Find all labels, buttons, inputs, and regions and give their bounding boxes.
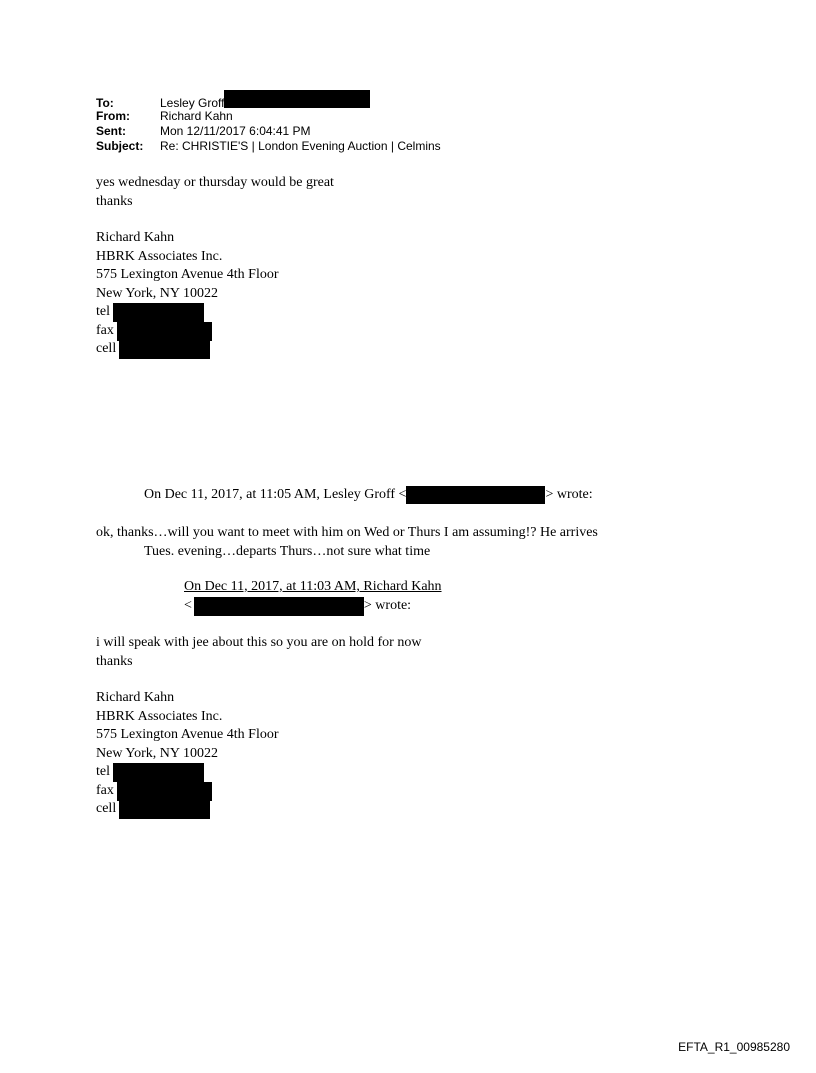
tel-label: tel [96,764,110,779]
sent-value: Mon 12/11/2017 6:04:41 PM [160,124,311,138]
subject-row [96,139,441,154]
signature-address: 575 Lexington Avenue 4th Floor [96,727,279,742]
signature-block [96,689,279,819]
body-line: yes wednesday or thursday would be great [96,175,334,190]
fax-label: fax [96,322,114,338]
tel-row [96,303,279,322]
signature-company: HBRK Associates Inc. [96,248,223,264]
to-value: Lesley Groff [160,96,225,110]
to-label: To: [96,96,114,110]
quoted-line: Tues. evening…departs Thurs…not sure what time [144,543,431,559]
redacted-email [224,90,370,108]
redacted-cell [119,340,210,359]
signature-address: New York, NY 10022 [96,285,218,301]
fax-label: fax [96,782,114,798]
sent-label: Sent: [96,124,126,138]
signature-address: 575 Lexington Avenue 4th Floor [96,267,279,282]
quote-intro-text: On Dec 11, 2017, at 11:05 AM, Lesley Groff < [144,487,407,502]
subject-value: Re: CHRISTIE'S | London Evening Auction | Celmins [160,139,441,153]
quote-intro [144,486,593,505]
signature-address: New York, NY 10022 [96,745,218,761]
signature-name: Richard Kahn [96,690,175,705]
tel-row [96,763,279,782]
body-line: thanks [96,193,133,209]
quote-intro-end: > wrote: [363,597,412,613]
redacted-fax [117,782,212,801]
fax-row [96,322,279,341]
redacted-phone [113,303,204,322]
quote-intro-line [184,597,442,616]
quoted-line: i will speak with jee about this so you are on hold for now [96,635,422,650]
sent-row [96,124,441,139]
cell-label: cell [96,801,117,816]
from-row [96,109,441,124]
quote-intro [184,578,442,615]
quoted-line: ok, thanks…will you want to meet with him on Wed or Thurs I am assuming!? He arrives [96,525,598,540]
cell-row [96,800,279,819]
from-label: From: [96,109,130,123]
quote-intro-open: < [184,597,192,613]
reply-body [96,174,334,211]
signature-name: Richard Kahn [96,230,175,245]
quote-intro-end: > wrote: [545,487,593,502]
cell-row [96,340,279,359]
email-header [96,96,441,154]
redacted-fax [117,322,212,341]
redacted-phone [113,763,204,782]
signature-company: HBRK Associates Inc. [96,708,223,724]
document-id: EFTA_R1_00985280 [678,1040,790,1054]
cell-label: cell [96,341,117,356]
fax-row [96,782,279,801]
signature-block [96,229,279,359]
redacted-email [194,597,364,616]
from-value: Richard Kahn [160,109,233,123]
tel-label: tel [96,304,110,319]
quoted-line: thanks [96,653,133,669]
quoted-body [96,634,421,671]
redacted-email [406,486,545,504]
quote-intro-text: On Dec 11, 2017, at 11:03 AM, Richard Kahn [184,579,442,594]
quoted-body [96,524,598,561]
redacted-cell [119,800,210,819]
subject-label: Subject: [96,139,144,153]
